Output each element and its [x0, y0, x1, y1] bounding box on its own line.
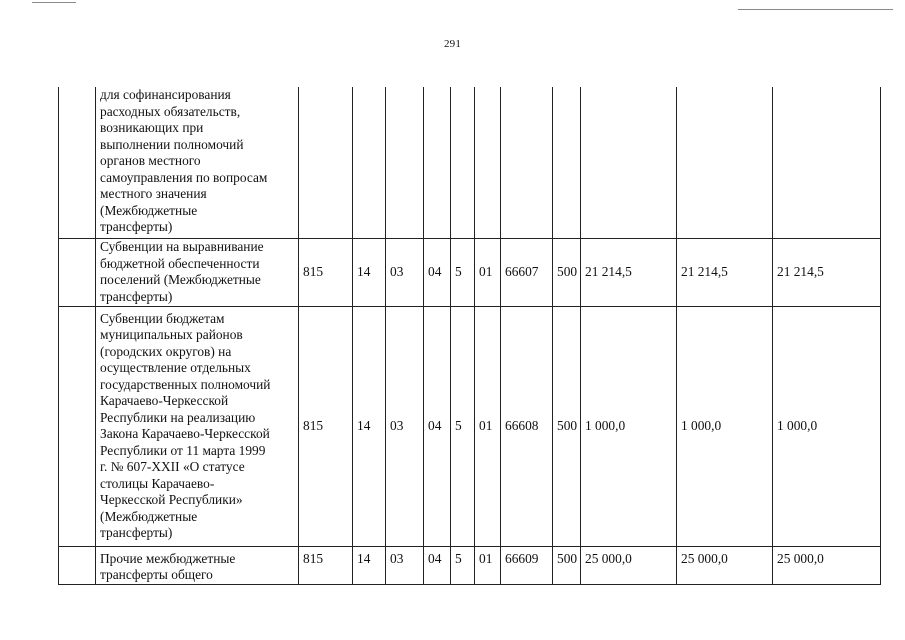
item-name-line: трансферты): [100, 219, 173, 234]
row-marker-cell: [59, 238, 96, 306]
item-name-line: Прочие межбюджетные: [100, 550, 236, 566]
amount-cell-3: 1 000,0: [773, 306, 881, 546]
amount-cell-3: [773, 87, 881, 238]
item-name-line: трансферты): [100, 525, 173, 540]
item-name-line: поселений (Межбюджетные: [100, 272, 261, 287]
item-name-cell: [96, 87, 299, 238]
page-number: 291: [443, 38, 462, 50]
direction-code-cell: 66607: [501, 238, 553, 306]
expense-type-code-cell: [553, 87, 581, 238]
table-row: [59, 238, 881, 306]
item-name-line: Карачаево-Черкесской: [100, 393, 229, 408]
table-row: [59, 87, 881, 238]
item-name-line: бюджетной обеспеченности: [100, 255, 260, 271]
amount-cell-3: 25 000,0: [773, 546, 881, 584]
ministry-code-cell: [299, 87, 353, 238]
item-name-line: (городских округов) на: [100, 343, 232, 359]
item-name-line: трансферты): [100, 288, 173, 304]
program-code-cell: 04: [424, 238, 451, 306]
scan-edge-mark-right: [738, 9, 893, 10]
item-name-line: выполнении полномочий: [100, 136, 244, 152]
activity-code-cell: 01: [475, 238, 501, 306]
activity-code-cell: 01: [475, 306, 501, 546]
table-row: [59, 306, 881, 546]
expense-type-code-cell: 500: [553, 306, 581, 546]
subprogram-code-cell: [451, 87, 475, 238]
activity-code-cell: [475, 87, 501, 238]
item-name-line: местного значения: [100, 186, 207, 201]
item-name-line: столицы Карачаево-: [100, 475, 215, 491]
item-name-cell: [96, 306, 299, 546]
item-name-line: (Межбюджетные: [100, 508, 198, 524]
item-name-line: для софинансирования: [100, 87, 231, 102]
expense-type-code-cell: 500: [553, 238, 581, 306]
ministry-code-cell: 815: [299, 546, 353, 584]
subsection-code-cell: [386, 87, 424, 238]
subprogram-code-cell: 5: [451, 306, 475, 546]
subsection-code-cell: 03: [386, 546, 424, 584]
amount-cell-1: [581, 87, 677, 238]
program-code-cell: 04: [424, 306, 451, 546]
subprogram-code-cell: 5: [451, 238, 475, 306]
table-row: [59, 546, 881, 584]
item-name-line: муниципальных районов: [100, 327, 243, 342]
item-name-line: осуществление отдельных: [100, 360, 251, 375]
scan-edge-mark-left: [32, 2, 76, 3]
amount-cell-1: 21 214,5: [581, 238, 677, 306]
item-name-line: (Межбюджетные: [100, 202, 198, 218]
expense-type-code-cell: 500: [553, 546, 581, 584]
section-code-cell: [353, 87, 386, 238]
item-name-line: Субвенции на выравнивание: [100, 239, 264, 254]
section-code-cell: 14: [353, 546, 386, 584]
item-name-line: самоуправления по вопросам: [100, 169, 268, 185]
row-marker-cell: [59, 87, 96, 238]
item-name-line: расходных обязательств,: [100, 103, 241, 119]
item-name-line: трансферты общего: [100, 567, 213, 582]
program-code-cell: 04: [424, 546, 451, 584]
program-code-cell: [424, 87, 451, 238]
item-name-line: Субвенции бюджетам: [100, 310, 225, 326]
amount-cell-3: 21 214,5: [773, 238, 881, 306]
item-name-cell: [96, 238, 299, 306]
ministry-code-cell: 815: [299, 306, 353, 546]
section-code-cell: 14: [353, 306, 386, 546]
subsection-code-cell: 03: [386, 238, 424, 306]
budget-table: [58, 87, 881, 585]
amount-cell-1: 25 000,0: [581, 546, 677, 584]
amount-cell-2: [677, 87, 773, 238]
item-name-line: государственных полномочий: [100, 376, 271, 392]
item-name-line: Закона Карачаево-Черкесской: [100, 426, 270, 441]
direction-code-cell: 66609: [501, 546, 553, 584]
item-name-line: Черкесской Республики»: [100, 492, 243, 507]
row-marker-cell: [59, 546, 96, 584]
item-name-line: возникающих при: [100, 120, 204, 135]
table-body: [59, 87, 881, 584]
ministry-code-cell: 815: [299, 238, 353, 306]
activity-code-cell: 01: [475, 546, 501, 584]
amount-cell-2: 1 000,0: [677, 306, 773, 546]
item-name-line: органов местного: [100, 153, 201, 168]
amount-cell-2: 21 214,5: [677, 238, 773, 306]
amount-cell-1: 1 000,0: [581, 306, 677, 546]
amount-cell-2: 25 000,0: [677, 546, 773, 584]
item-name-line: г. № 607-XXII «О статусе: [100, 459, 245, 474]
item-name-cell: [96, 546, 299, 584]
subprogram-code-cell: 5: [451, 546, 475, 584]
section-code-cell: 14: [353, 238, 386, 306]
subsection-code-cell: 03: [386, 306, 424, 546]
direction-code-cell: [501, 87, 553, 238]
item-name-line: Республики от 11 марта 1999: [100, 442, 266, 458]
item-name-line: Республики на реализацию: [100, 409, 256, 425]
row-marker-cell: [59, 306, 96, 546]
direction-code-cell: 66608: [501, 306, 553, 546]
